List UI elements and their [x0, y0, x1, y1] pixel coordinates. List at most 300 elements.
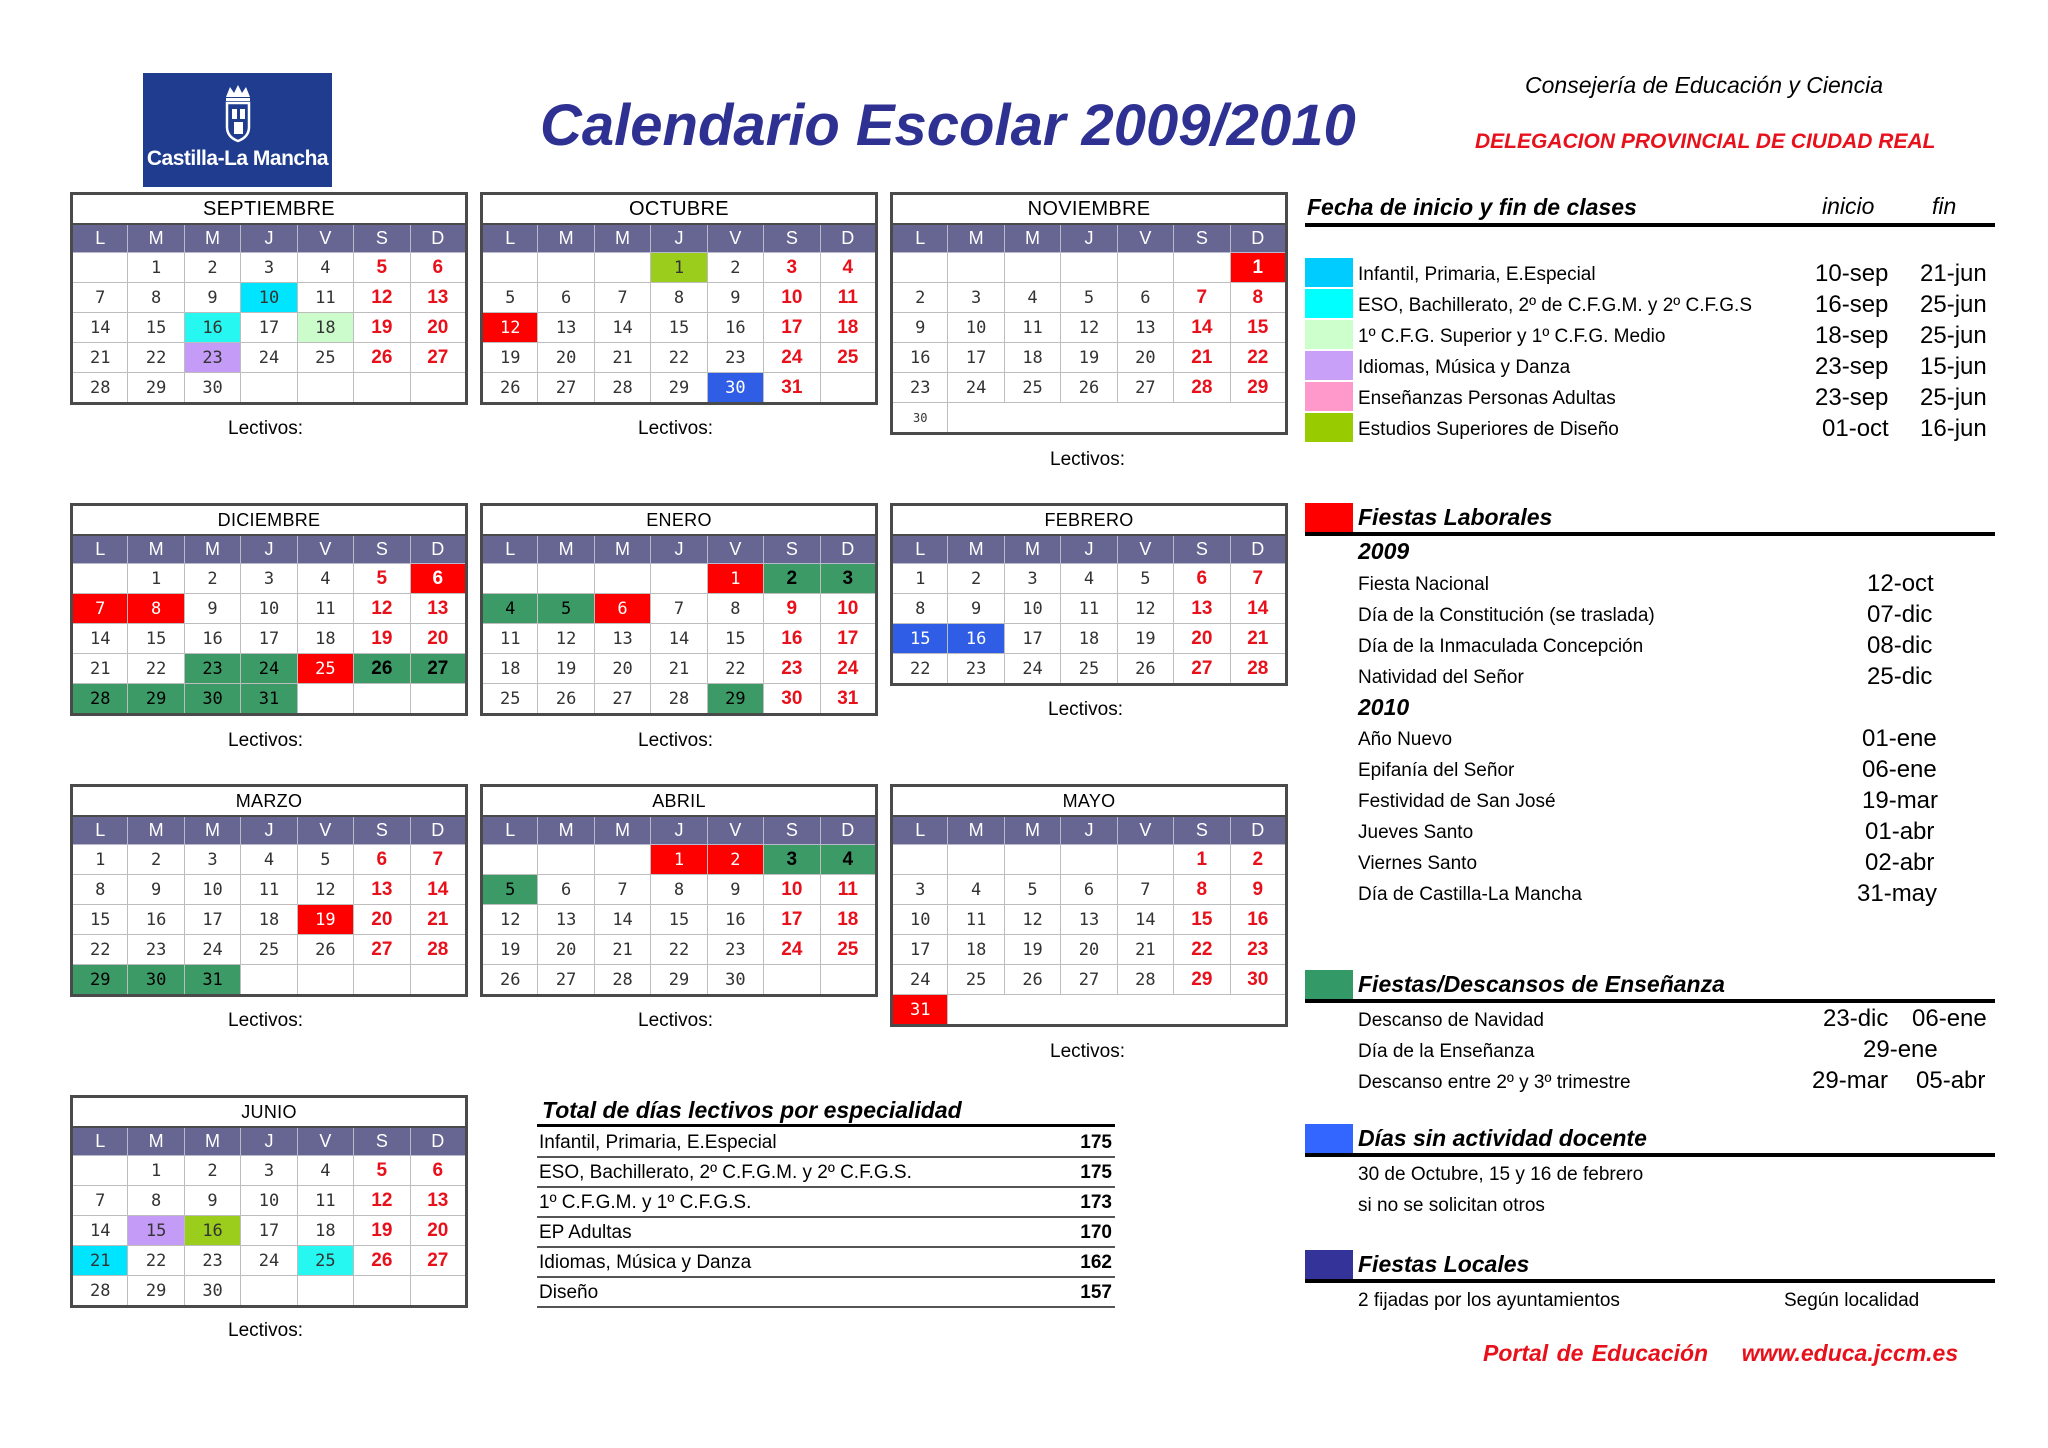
empty-cell: [764, 965, 820, 996]
weekday-header: M: [184, 535, 240, 564]
day-cell: 6: [354, 845, 410, 875]
day-cell: 14: [1174, 313, 1230, 343]
day-cell: 25: [241, 935, 297, 965]
day-cell: 24: [241, 1246, 297, 1276]
day-cell: 12: [297, 875, 353, 905]
month-mayo: [890, 784, 1288, 1027]
day-cell: 18: [820, 313, 876, 343]
descanso-label: Descanso entre 2º y 3º trimestre: [1358, 1072, 1631, 1093]
day-cell: 3: [241, 564, 297, 594]
totales-title: Total de días lectivos por especialidad: [542, 1097, 962, 1123]
weekday-header: M: [184, 224, 240, 253]
legend-label: Infantil, Primaria, E.Especial: [1358, 264, 1596, 285]
divider: [1305, 223, 1995, 227]
sin-actividad-line2: si no se solicitan otros: [1358, 1195, 1545, 1216]
day-cell: 4: [241, 845, 297, 875]
weekday-header: M: [538, 535, 594, 564]
empty-cell: [1061, 253, 1117, 283]
day-cell: 28: [72, 684, 128, 715]
day-cell: 16: [707, 313, 763, 343]
weekday-header: J: [651, 535, 707, 564]
month-name: ENERO: [482, 505, 877, 536]
day-cell: 16: [948, 624, 1004, 654]
fiesta-label: Fiesta Nacional: [1358, 574, 1489, 595]
day-cell: 21: [594, 343, 650, 373]
legend-label: 1º C.F.G. Superior y 1º C.F.G. Medio: [1358, 326, 1666, 347]
day-cell: 23: [184, 1246, 240, 1276]
empty-cell: [651, 564, 707, 594]
day-cell: 1: [128, 564, 184, 594]
day-cell: 4: [297, 253, 353, 283]
day-cell: 24: [948, 373, 1004, 403]
inicio-date: 23-sep: [1815, 353, 1889, 380]
day-cell: 11: [482, 624, 538, 654]
fiesta-label: Epifanía del Señor: [1358, 760, 1515, 781]
day-cell: 23: [948, 654, 1004, 685]
totales-row: EP Adultas 170: [537, 1218, 1115, 1248]
day-cell: 29: [651, 965, 707, 996]
day-cell: 22: [892, 654, 948, 685]
lectivos-label: Lectivos:: [228, 1010, 303, 1031]
day-cell: 19: [354, 624, 410, 654]
weekday-header: V: [297, 535, 353, 564]
day-cell: 11: [297, 1186, 353, 1216]
day-cell: 18: [482, 654, 538, 684]
day-cell: 28: [594, 965, 650, 996]
divider: [1305, 1279, 1995, 1283]
day-cell: 21: [72, 1246, 128, 1276]
day-cell: 14: [72, 1216, 128, 1246]
legend-swatch: [1305, 382, 1353, 411]
empty-cell: [538, 845, 594, 875]
day-cell: 11: [297, 594, 353, 624]
descanso-start: 23-dic: [1823, 1005, 1889, 1032]
day-cell: 20: [410, 313, 466, 343]
day-cell: 7: [651, 594, 707, 624]
day-cell: 21: [72, 343, 128, 373]
legend-swatch: [1305, 351, 1353, 380]
castilla-la-mancha-logo: [143, 73, 332, 187]
weekday-header: D: [820, 816, 876, 845]
day-cell: 29: [128, 1276, 184, 1307]
fiestas-locales-title: Fiestas Locales: [1358, 1251, 1530, 1277]
fiesta-date: 06-ene: [1862, 756, 1937, 783]
month-noviembre: [890, 192, 1288, 435]
month-name: ABRIL: [482, 786, 877, 817]
day-cell: 5: [1004, 875, 1060, 905]
day-cell: 16: [184, 624, 240, 654]
day-cell: 6: [1174, 564, 1230, 594]
day-cell: 2: [948, 564, 1004, 594]
day-cell: 15: [128, 1216, 184, 1246]
empty-cell: [482, 845, 538, 875]
legend-label: ESO, Bachillerato, 2º de C.F.G.M. y 2º C.F.G.S: [1358, 295, 1753, 316]
fiesta-date: 12-oct: [1867, 570, 1934, 597]
day-cell: 12: [1061, 313, 1117, 343]
weekday-header: S: [764, 224, 820, 253]
day-cell: 4: [820, 253, 876, 283]
lectivos-label: Lectivos:: [1048, 699, 1123, 720]
day-cell: 13: [354, 875, 410, 905]
fiesta-date: 19-mar: [1862, 787, 1939, 814]
day-cell: 30: [707, 965, 763, 996]
day-cell: 14: [72, 624, 128, 654]
day-cell: 26: [1061, 373, 1117, 403]
day-cell: 27: [538, 965, 594, 996]
day-cell: 9: [1230, 875, 1286, 905]
day-cell: 16: [707, 905, 763, 935]
day-cell: 16: [1230, 905, 1286, 935]
day-cell: 16: [892, 343, 948, 373]
divider: [1305, 999, 1995, 1003]
empty-cell: [297, 965, 353, 996]
day-cell: 16: [764, 624, 820, 654]
fiesta-label: Jueves Santo: [1358, 822, 1474, 843]
day-cell: 6: [538, 875, 594, 905]
empty-cell: [297, 373, 353, 404]
day-cell: 7: [72, 1186, 128, 1216]
day-cell: 6: [410, 253, 466, 283]
day-cell: 15: [651, 905, 707, 935]
day-cell: 3: [184, 845, 240, 875]
day-cell: 17: [241, 1216, 297, 1246]
day-cell: 23: [707, 343, 763, 373]
empty-cell: [1117, 845, 1173, 875]
weekday-header: M: [184, 1127, 240, 1156]
weekday-header: D: [820, 224, 876, 253]
day-cell: 29: [651, 373, 707, 404]
day-cell: 12: [538, 624, 594, 654]
day-cell: 11: [820, 283, 876, 313]
day-cell: 2: [1230, 845, 1286, 875]
day-cell: 10: [892, 905, 948, 935]
day-cell: 8: [1174, 875, 1230, 905]
weekday-header: M: [128, 224, 184, 253]
empty-cell: [410, 373, 466, 404]
day-cell: 28: [1117, 965, 1173, 995]
empty-cell: [1004, 845, 1060, 875]
weekday-header: J: [1061, 816, 1117, 845]
lectivos-label: Lectivos:: [228, 1320, 303, 1341]
day-cell: 8: [72, 875, 128, 905]
empty-cell: [892, 845, 948, 875]
day-cell: 9: [128, 875, 184, 905]
day-cell: 22: [707, 654, 763, 684]
totales-row: 1º C.F.G.M. y 1º C.F.G.S. 173: [537, 1188, 1115, 1218]
legend-swatch: [1305, 503, 1353, 532]
day-cell: 21: [651, 654, 707, 684]
weekday-header: M: [594, 535, 650, 564]
day-cell: 2: [184, 1156, 240, 1186]
day-cell: 22: [1174, 935, 1230, 965]
day-cell: 3: [892, 875, 948, 905]
day-cell: 17: [241, 624, 297, 654]
day-cell: 9: [184, 594, 240, 624]
day-cell: 21: [594, 935, 650, 965]
weekday-header: L: [482, 816, 538, 845]
day-cell: 14: [1117, 905, 1173, 935]
day-cell: 10: [764, 875, 820, 905]
lectivos-label: Lectivos:: [1050, 1041, 1125, 1062]
month-octubre: [480, 192, 878, 405]
day-cell: 12: [482, 905, 538, 935]
day-cell: 28: [594, 373, 650, 404]
fin-date: 15-jun: [1920, 353, 1987, 380]
day-cell: 7: [72, 283, 128, 313]
legend-swatch: [1305, 1124, 1353, 1153]
day-cell: 4: [297, 564, 353, 594]
weekday-header: M: [594, 224, 650, 253]
descanso-label: Día de la Enseñanza: [1358, 1041, 1535, 1062]
day-cell: 2: [892, 283, 948, 313]
day-cell: 22: [1230, 343, 1286, 373]
fiestas-ensenanza-title: Fiestas/Descansos de Enseñanza: [1358, 971, 1725, 997]
day-cell: 21: [1230, 624, 1286, 654]
empty-cell: [410, 684, 466, 715]
legend-label: Enseñanzas Personas Adultas: [1358, 388, 1616, 409]
day-cell: 2: [707, 253, 763, 283]
day-cell: 26: [297, 935, 353, 965]
month-name: NOVIEMBRE: [892, 194, 1287, 225]
fiesta-date: 01-abr: [1865, 818, 1935, 845]
lectivos-label: Lectivos:: [228, 418, 303, 439]
weekday-header: D: [1230, 224, 1286, 253]
day-cell: 19: [1004, 935, 1060, 965]
day-cell: 5: [482, 283, 538, 313]
day-cell: 28: [410, 935, 466, 965]
day-cell: 23: [184, 343, 240, 373]
day-cell: 30: [184, 684, 240, 715]
day-cell: 2: [707, 845, 763, 875]
day-cell: 19: [1117, 624, 1173, 654]
day-cell: 6: [538, 283, 594, 313]
totales-table: [537, 1128, 1115, 1308]
day-cell: 16: [184, 313, 240, 343]
weekday-header: M: [594, 816, 650, 845]
day-cell: 9: [948, 594, 1004, 624]
weekday-header: S: [1174, 224, 1230, 253]
day-cell: 10: [241, 594, 297, 624]
day-cell: 18: [820, 905, 876, 935]
day-cell: 5: [354, 1156, 410, 1186]
crown-crest-icon: [218, 83, 258, 143]
day-cell: 25: [820, 343, 876, 373]
fiesta-date: 31-may: [1857, 880, 1938, 907]
weekday-header: L: [72, 535, 128, 564]
empty-cell: [948, 403, 1287, 434]
day-cell: 21: [72, 654, 128, 684]
day-cell: 20: [410, 1216, 466, 1246]
day-cell: 27: [410, 343, 466, 373]
portal-url-link[interactable]: www.educa.jccm.es: [1741, 1340, 1959, 1366]
day-cell: 15: [1174, 905, 1230, 935]
day-cell: 8: [128, 594, 184, 624]
day-cell: 19: [354, 313, 410, 343]
day-cell: 17: [764, 313, 820, 343]
day-cell: 4: [1061, 564, 1117, 594]
day-cell: 14: [594, 905, 650, 935]
empty-cell: [892, 253, 948, 283]
day-cell: 15: [1230, 313, 1286, 343]
year-label: 2009: [1358, 538, 1410, 564]
weekday-header: D: [410, 1127, 466, 1156]
inicio-date: 18-sep: [1815, 322, 1889, 349]
day-cell: 1: [892, 564, 948, 594]
weekday-header: S: [764, 535, 820, 564]
month-junio: [70, 1095, 468, 1308]
day-cell: 21: [410, 905, 466, 935]
empty-cell: [948, 845, 1004, 875]
day-cell: 29: [72, 965, 128, 996]
day-cell: 25: [297, 1246, 353, 1276]
day-cell: 1: [1230, 253, 1286, 283]
legend-swatch: [1305, 289, 1353, 318]
inicio-date: 01-oct: [1822, 415, 1889, 442]
fiesta-date: 02-abr: [1865, 849, 1935, 876]
day-cell: 5: [538, 594, 594, 624]
day-cell: 30: [128, 965, 184, 996]
day-cell: 26: [538, 684, 594, 715]
weekday-header: M: [948, 816, 1004, 845]
weekday-header: D: [1230, 816, 1286, 845]
weekday-header: L: [482, 535, 538, 564]
logo-text: Castilla-La Mancha: [146, 147, 329, 170]
day-cell: 20: [594, 654, 650, 684]
day-cell: 4: [820, 845, 876, 875]
day-cell: 13: [538, 905, 594, 935]
empty-cell: [820, 965, 876, 996]
day-cell: 13: [594, 624, 650, 654]
day-cell: 22: [128, 1246, 184, 1276]
day-cell: 26: [482, 965, 538, 996]
weekday-header: J: [241, 224, 297, 253]
month-abril: [480, 784, 878, 997]
inicio-date: 16-sep: [1815, 291, 1889, 318]
day-cell: 11: [241, 875, 297, 905]
weekday-header: M: [128, 535, 184, 564]
month-diciembre: [70, 503, 468, 716]
fiestas-locales-label: 2 fijadas por los ayuntamientos: [1358, 1290, 1620, 1311]
weekday-header: J: [1061, 224, 1117, 253]
fiesta-label: Natividad del Señor: [1358, 667, 1524, 688]
day-cell: 18: [948, 935, 1004, 965]
inicio-date: 10-sep: [1815, 260, 1889, 287]
col-fin-header: fin: [1932, 193, 1957, 219]
day-cell: 3: [241, 253, 297, 283]
weekday-header: M: [538, 816, 594, 845]
day-cell: 27: [594, 684, 650, 715]
month-name: OCTUBRE: [482, 194, 877, 225]
day-cell: 6: [594, 594, 650, 624]
empty-cell: [594, 845, 650, 875]
day-cell: 12: [1117, 594, 1173, 624]
weekday-header: D: [410, 535, 466, 564]
day-cell: 10: [241, 1186, 297, 1216]
day-cell: 22: [651, 343, 707, 373]
legend-swatch: [1305, 413, 1353, 442]
day-cell: 20: [538, 935, 594, 965]
day-cell: 15: [651, 313, 707, 343]
weekday-header: V: [297, 816, 353, 845]
day-cell: 19: [297, 905, 353, 935]
day-cell: 10: [764, 283, 820, 313]
inicio-date: 23-sep: [1815, 384, 1889, 411]
day-cell: 26: [354, 654, 410, 684]
day-cell: 14: [651, 624, 707, 654]
day-cell: 12: [354, 283, 410, 313]
day-cell: 9: [707, 283, 763, 313]
fiesta-label: Viernes Santo: [1358, 853, 1478, 874]
month-name: FEBRERO: [892, 505, 1287, 536]
day-cell: 13: [410, 1186, 466, 1216]
day-cell: 17: [820, 624, 876, 654]
weekday-header: D: [820, 535, 876, 564]
day-cell: 7: [410, 845, 466, 875]
day-cell: 11: [1061, 594, 1117, 624]
fiesta-label: Día de la Constitución (se traslada): [1358, 605, 1655, 626]
fiesta-date: 25-dic: [1867, 663, 1933, 690]
day-cell: 18: [297, 624, 353, 654]
day-cell: 11: [1004, 313, 1060, 343]
day-cell: 9: [764, 594, 820, 624]
weekday-header: M: [128, 1127, 184, 1156]
day-cell: 3: [764, 253, 820, 283]
weekday-header: J: [241, 816, 297, 845]
day-cell: 1: [707, 564, 763, 594]
day-cell: 29: [1174, 965, 1230, 995]
day-cell: 27: [354, 935, 410, 965]
day-cell: 30: [184, 1276, 240, 1307]
day-cell: 14: [594, 313, 650, 343]
day-cell: 15: [72, 905, 128, 935]
weekday-header: M: [1004, 224, 1060, 253]
day-cell: 9: [184, 1186, 240, 1216]
day-cell: 13: [1117, 313, 1173, 343]
weekday-header: V: [1117, 224, 1173, 253]
day-cell: 13: [1174, 594, 1230, 624]
lectivos-label: Lectivos:: [638, 418, 713, 439]
lectivos-label: Lectivos:: [228, 730, 303, 751]
empty-cell: [297, 1276, 353, 1307]
empty-cell: [538, 564, 594, 594]
day-cell: 17: [184, 905, 240, 935]
empty-cell: [410, 965, 466, 996]
day-cell: 31: [241, 684, 297, 715]
day-cell: 22: [128, 654, 184, 684]
day-cell: 26: [1004, 965, 1060, 995]
empty-cell: [482, 564, 538, 594]
day-cell: 26: [354, 343, 410, 373]
month-marzo: [70, 784, 468, 997]
day-cell: 31: [892, 995, 948, 1026]
fiesta-date: 07-dic: [1867, 601, 1933, 628]
day-cell: 1: [128, 1156, 184, 1186]
day-cell: 27: [538, 373, 594, 404]
day-cell: 18: [297, 313, 353, 343]
weekday-header: S: [354, 224, 410, 253]
descanso-start: 29-ene: [1863, 1036, 1938, 1063]
day-cell: 19: [1061, 343, 1117, 373]
day-cell: 8: [707, 594, 763, 624]
divider: [1305, 1153, 1995, 1157]
page-title: Calendario Escolar 2009/2010: [540, 93, 1356, 158]
day-cell: 8: [128, 1186, 184, 1216]
day-cell: 8: [892, 594, 948, 624]
day-cell: 23: [892, 373, 948, 403]
day-cell: 12: [354, 594, 410, 624]
day-cell: 26: [482, 373, 538, 404]
day-cell: 7: [72, 594, 128, 624]
